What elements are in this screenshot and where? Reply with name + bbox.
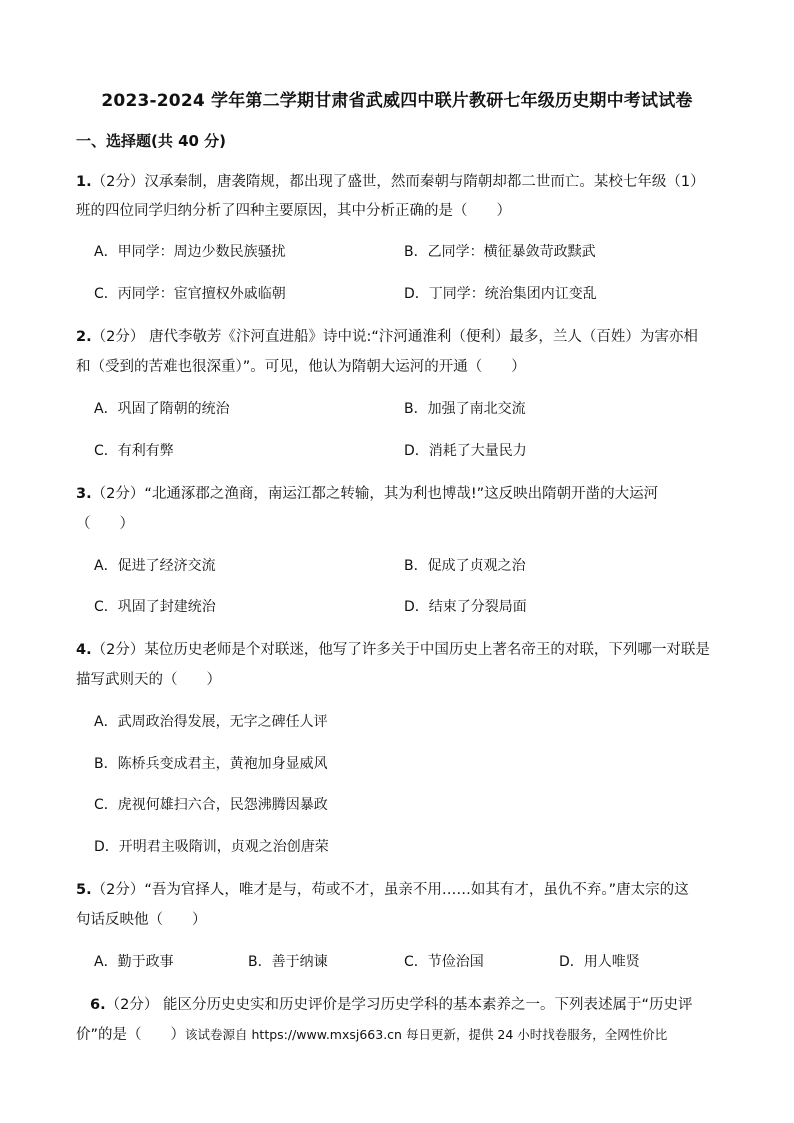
question-2-option-d: D．消耗了大量民力 [404,443,527,459]
question-points: （2分） [105,997,159,1013]
question-3-option-c: C．巩固了封建统治 [94,599,216,615]
question-5-option-b: B．善于纳谏 [248,954,328,970]
question-6-line-1 [90,993,692,1014]
exam-title: 2023-2024 学年第二学期甘肃省武威四中联片教研七年级历史期中考试试卷 [101,91,693,111]
question-points: （2分） [91,174,145,190]
question-4-line-1 [76,638,710,659]
question-number: 6. [90,997,106,1013]
question-3-option-b: B．促成了贞观之治 [404,558,526,574]
question-2-option-c: C．有利有弊 [94,443,174,459]
question-points: （2分） [91,329,145,345]
question-4-option-c: C．虎视何雄扫六合，民怨沸腾因暴政 [94,797,328,813]
question-text: 汉承秦制，唐袭隋规，都出现了盛世，然而秦朝与隋朝却都二世而亡。某校七年级（1） [144,174,705,190]
question-text: 某位历史老师是个对联迷，他写了许多关于中国历史上著名帝王的对联，下列哪一对联是 [144,642,710,658]
source-note: 该试卷源自 https://www.mxsj663.cn 每日更新，提供 24 小时找卷服务，全网性价比 [185,1027,668,1042]
question-number: 4. [76,642,92,658]
question-1-option-c: C．丙同学：宦官擅权外戚临朝 [94,286,286,302]
question-number: 1. [76,174,92,190]
question-text: “吾为官择人，唯才是与，苟或不才，虽亲不用……如其有才，虽仇不弃。”唐太宗的这 [144,882,689,898]
question-points: （2分） [91,486,145,502]
question-5-line-2: 句话反映他（ ） [76,912,207,928]
question-2-option-b: B．加强了南北交流 [404,401,526,417]
question-3-option-d: D．结束了分裂局面 [404,599,527,615]
question-points: （2分） [91,882,145,898]
question-2-line-2: 和（受到的苦难也很深重）”。可见，他认为隋朝大运河的开通（ ） [76,359,526,375]
question-2-line-1 [76,325,698,346]
question-6-line-2 [76,1023,667,1044]
question-1-option-b: B．乙同学：横征暴敛苛政黩武 [404,244,596,260]
question-number: 3. [76,486,92,502]
question-4-option-b: B．陈桥兵变成君主，黄袍加身显威风 [94,756,328,772]
question-5-line-1 [76,878,689,899]
section-heading: 一、选择题(共 40 分) [76,132,227,150]
question-1-line-2: 班的四位同学归纳分析了四种主要原因，其中分析正确的是（ ） [76,203,511,219]
question-3-line-1 [76,482,658,503]
question-5-option-c: C．节俭治国 [404,954,484,970]
question-text: 唐代李敬芳《汴河直进船》诗中说:“汴河通淮利（便利）最多，兰人（百姓）为害亦相 [148,329,698,345]
question-4-option-a: A．武周政治得发展，无字之碑任人评 [94,714,328,730]
question-3-line-2: （ ） [76,516,134,532]
question-5-option-d: D．用人唯贤 [559,954,640,970]
question-4-line-2: 描写武则天的（ ） [76,672,221,688]
question-number: 5. [76,882,92,898]
question-text: 价”的是（ ） [76,1027,186,1043]
question-text: “北通涿郡之渔商，南运江都之转输，其为利也博哉!”这反映出隋朝开凿的大运河 [144,486,659,502]
question-text: 能区分历史史实和历史评价是学习历史学科的基本素养之一。下列表述属于“历史评 [162,997,693,1013]
question-1-option-d: D．丁同学：统治集团内讧变乱 [404,286,597,302]
question-4-option-d: D．开明君主吸隋训，贞观之治创唐荣 [94,839,329,855]
question-1-line-1 [76,170,705,191]
question-points: （2分） [91,642,145,658]
question-3-option-a: A．促进了经济交流 [94,558,216,574]
question-2-option-a: A．巩固了隋朝的统治 [94,401,230,417]
question-number: 2. [76,329,92,345]
question-5-option-a: A．勤于政事 [94,954,174,970]
question-1-option-a: A．甲同学：周边少数民族骚扰 [94,244,286,260]
